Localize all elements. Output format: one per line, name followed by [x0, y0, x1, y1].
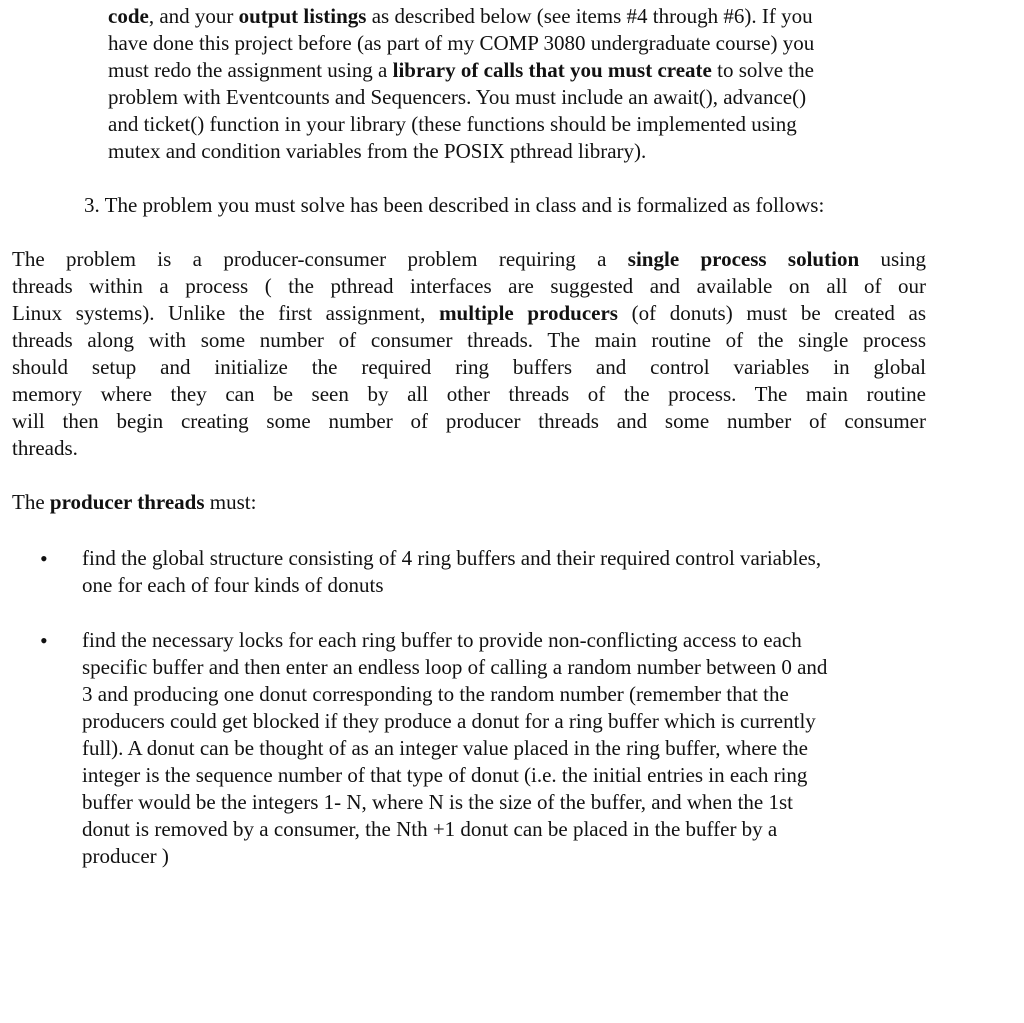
text-segment: find the global structure consisting of 4 ring buffers and their required control variables,	[82, 546, 822, 570]
text-segment: (of donuts) must be created as	[617, 301, 926, 325]
text-line	[108, 3, 814, 30]
text-line	[12, 435, 926, 462]
text-segment: threads.	[12, 436, 78, 460]
text-segment: must redo the assignment using a	[108, 58, 393, 82]
text-segment: must:	[204, 490, 257, 514]
bold-text: code	[108, 4, 149, 28]
bold-text: single process solution	[627, 247, 860, 271]
text-line	[108, 30, 814, 57]
text-line	[12, 273, 926, 300]
intro-block	[108, 3, 814, 165]
bullet-item	[82, 627, 827, 870]
bold-text: multiple producers	[439, 301, 618, 325]
text-line	[12, 408, 926, 435]
bullet-icon: •	[40, 628, 48, 653]
bullet-icon: •	[40, 546, 48, 571]
text-line	[12, 327, 926, 354]
text-segment: have done this project before (as part of my COMP 3080 undergraduate course) you	[108, 31, 815, 55]
text-line	[82, 816, 827, 843]
text-segment: specific buffer and then enter an endless loop of calling a random number between 0 and	[82, 655, 828, 679]
text-line	[12, 300, 926, 327]
producer-threads-heading	[12, 489, 256, 516]
text-line	[82, 735, 827, 762]
text-segment: memory where they can be seen by all other threads of the process. The main routine	[12, 382, 926, 406]
text-segment: and ticket() function in your library (these functions should be implemented using	[108, 112, 797, 136]
bold-text: library of calls that you must create	[392, 58, 712, 82]
text-segment: will then begin creating some number of producer threads and some number of consumer	[12, 409, 926, 433]
text-line	[12, 489, 256, 516]
text-segment: full). A donut can be thought of as an integer value placed in the ring buffer, where the	[82, 736, 808, 760]
text-segment: producer )	[82, 844, 169, 868]
text-line	[108, 111, 814, 138]
text-segment: problem with Eventcounts and Sequencers. You must include an await(), advance()	[108, 85, 807, 109]
text-segment: one for each of four kinds of donuts	[82, 573, 384, 597]
text-line	[108, 138, 814, 165]
text-segment: Linux systems). Unlike the first assignment,	[12, 301, 440, 325]
text-segment: using	[859, 247, 926, 271]
text-segment: donut is removed by a consumer, the Nth +1 donut can be placed in the buffer by a	[82, 817, 778, 841]
text-segment: integer is the sequence number of that type of donut (i.e. the initial entries in each ring	[82, 763, 808, 787]
text-line	[12, 246, 926, 273]
text-line	[82, 627, 827, 654]
text-segment: 3. The problem you must solve has been described in class and is formalized as follows:	[84, 193, 825, 217]
text-segment: threads along with some number of consumer threads. The main routine of the single process	[12, 328, 926, 352]
text-segment: to solve the	[711, 58, 814, 82]
text-line	[82, 708, 827, 735]
text-line	[82, 654, 827, 681]
text-segment: 3 and producing one donut corresponding to the random number (remember that the	[82, 682, 789, 706]
text-line	[82, 762, 827, 789]
text-segment: as described below (see items #4 through #6). If you	[366, 4, 813, 28]
text-line	[82, 681, 827, 708]
text-segment: threads within a process ( the pthread interfaces are suggested and available on all of our	[12, 274, 926, 298]
text-segment: buffer would be the integers 1- N, where N is the size of the buffer, and when the 1st	[82, 790, 794, 814]
text-segment: find the necessary locks for each ring buffer to provide non-conflicting access to each	[82, 628, 802, 652]
text-segment: mutex and condition variables from the POSIX pthread library).	[108, 139, 647, 163]
text-line	[82, 789, 827, 816]
text-line	[108, 84, 814, 111]
text-segment: , and your	[148, 4, 239, 28]
text-line	[12, 354, 926, 381]
problem-paragraph	[12, 246, 926, 462]
text-segment: producers could get blocked if they produce a donut for a ring buffer which is currently	[82, 709, 816, 733]
text-line	[108, 57, 814, 84]
text-segment: The	[12, 490, 50, 514]
text-line	[84, 192, 824, 219]
text-segment: The problem is a producer-consumer problem requiring a	[12, 247, 628, 271]
bold-text: producer threads	[49, 490, 205, 514]
text-line	[82, 572, 821, 599]
bullet-item	[82, 545, 821, 599]
text-line	[12, 381, 926, 408]
bold-text: output listings	[238, 4, 367, 28]
text-line	[82, 545, 821, 572]
text-segment: should setup and initialize the required ring buffers and control variables in global	[12, 355, 926, 379]
item-3-heading	[84, 192, 824, 219]
text-line	[82, 843, 827, 870]
